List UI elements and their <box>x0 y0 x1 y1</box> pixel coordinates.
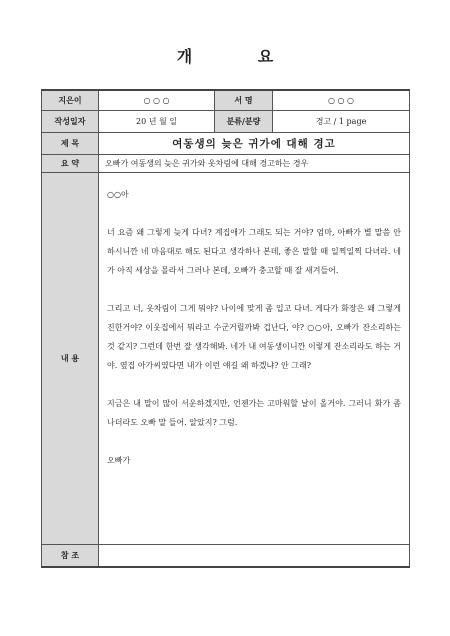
closing-text: 오빠가 <box>107 455 131 465</box>
reference-label: 참 조 <box>42 544 99 567</box>
content-label: 내 용 <box>42 172 99 544</box>
paragraph-1: 너 요즘 왜 그렇게 늦게 다녀? 계집애가 그래도 되는 거야? 엄마, 아빠가 별 말씀 안 하시니깐 네 마음대로 해도 된다고 생각하나 본데, 좋은 말할 때 일찍일찍 다녀라. 네가 아직 세상을 몰라서 그러나 본데, 오빠가 충고할 때 잘 새겨들어. <box>107 227 401 275</box>
content-body <box>99 172 410 544</box>
author-row <box>42 90 410 110</box>
summary-row <box>42 154 410 172</box>
reference-value <box>99 544 410 567</box>
author-value: ○ ○ ○ <box>99 90 215 110</box>
date-value: 20 년 월 일 <box>99 110 215 132</box>
summary-form-table <box>41 89 410 568</box>
document-title: 여동생의 늦은 귀가에 대해 경고 <box>99 132 410 154</box>
date-label: 작성일자 <box>42 110 99 132</box>
signature-value: ○ ○ ○ <box>273 90 410 110</box>
category-label: 분류/분량 <box>215 110 273 132</box>
paragraph-2: 그리고 너, 옷차림이 그게 뭐야? 나이에 맞게 좀 입고 다녀. 게다가 화장은 왜 그렇게 진한거야? 이웃집에서 뭐라고 수군거릴까봐 겁난다, 야? ○○아, 오빠가 잔소리하는 것 같지? 그런데 한번 잘 생각해봐. 네가 내 여동생이니깐 이렇게 잔소리라도 하는 거야. 옆집 아가씨였다면 내가 이런 얘길 왜 하겠냐? 안 그래? <box>107 303 401 370</box>
summary-value: 오빠가 여동생의 늦은 귀가와 옷차림에 대해 경고하는 경우 <box>99 154 410 172</box>
paragraph-3: 지금은 내 말이 많이 서운하겠지만, 언젠가는 고마워할 날이 올거야. 그러니 화가 좀 나더라도 오빠 말 들어. 알았지? 그럼. <box>107 398 401 427</box>
content-row <box>42 172 410 544</box>
author-label: 지은이 <box>42 90 99 110</box>
greeting-text: ○○아 <box>107 189 129 199</box>
title-label: 제 목 <box>42 132 99 154</box>
summary-label: 요 약 <box>42 154 99 172</box>
category-value: 경고 / 1 page <box>273 110 410 132</box>
title-row <box>42 132 410 154</box>
reference-row <box>42 544 410 567</box>
signature-label: 서 명 <box>215 90 273 110</box>
page-title: 개 요 <box>176 47 304 66</box>
date-row <box>42 110 410 132</box>
